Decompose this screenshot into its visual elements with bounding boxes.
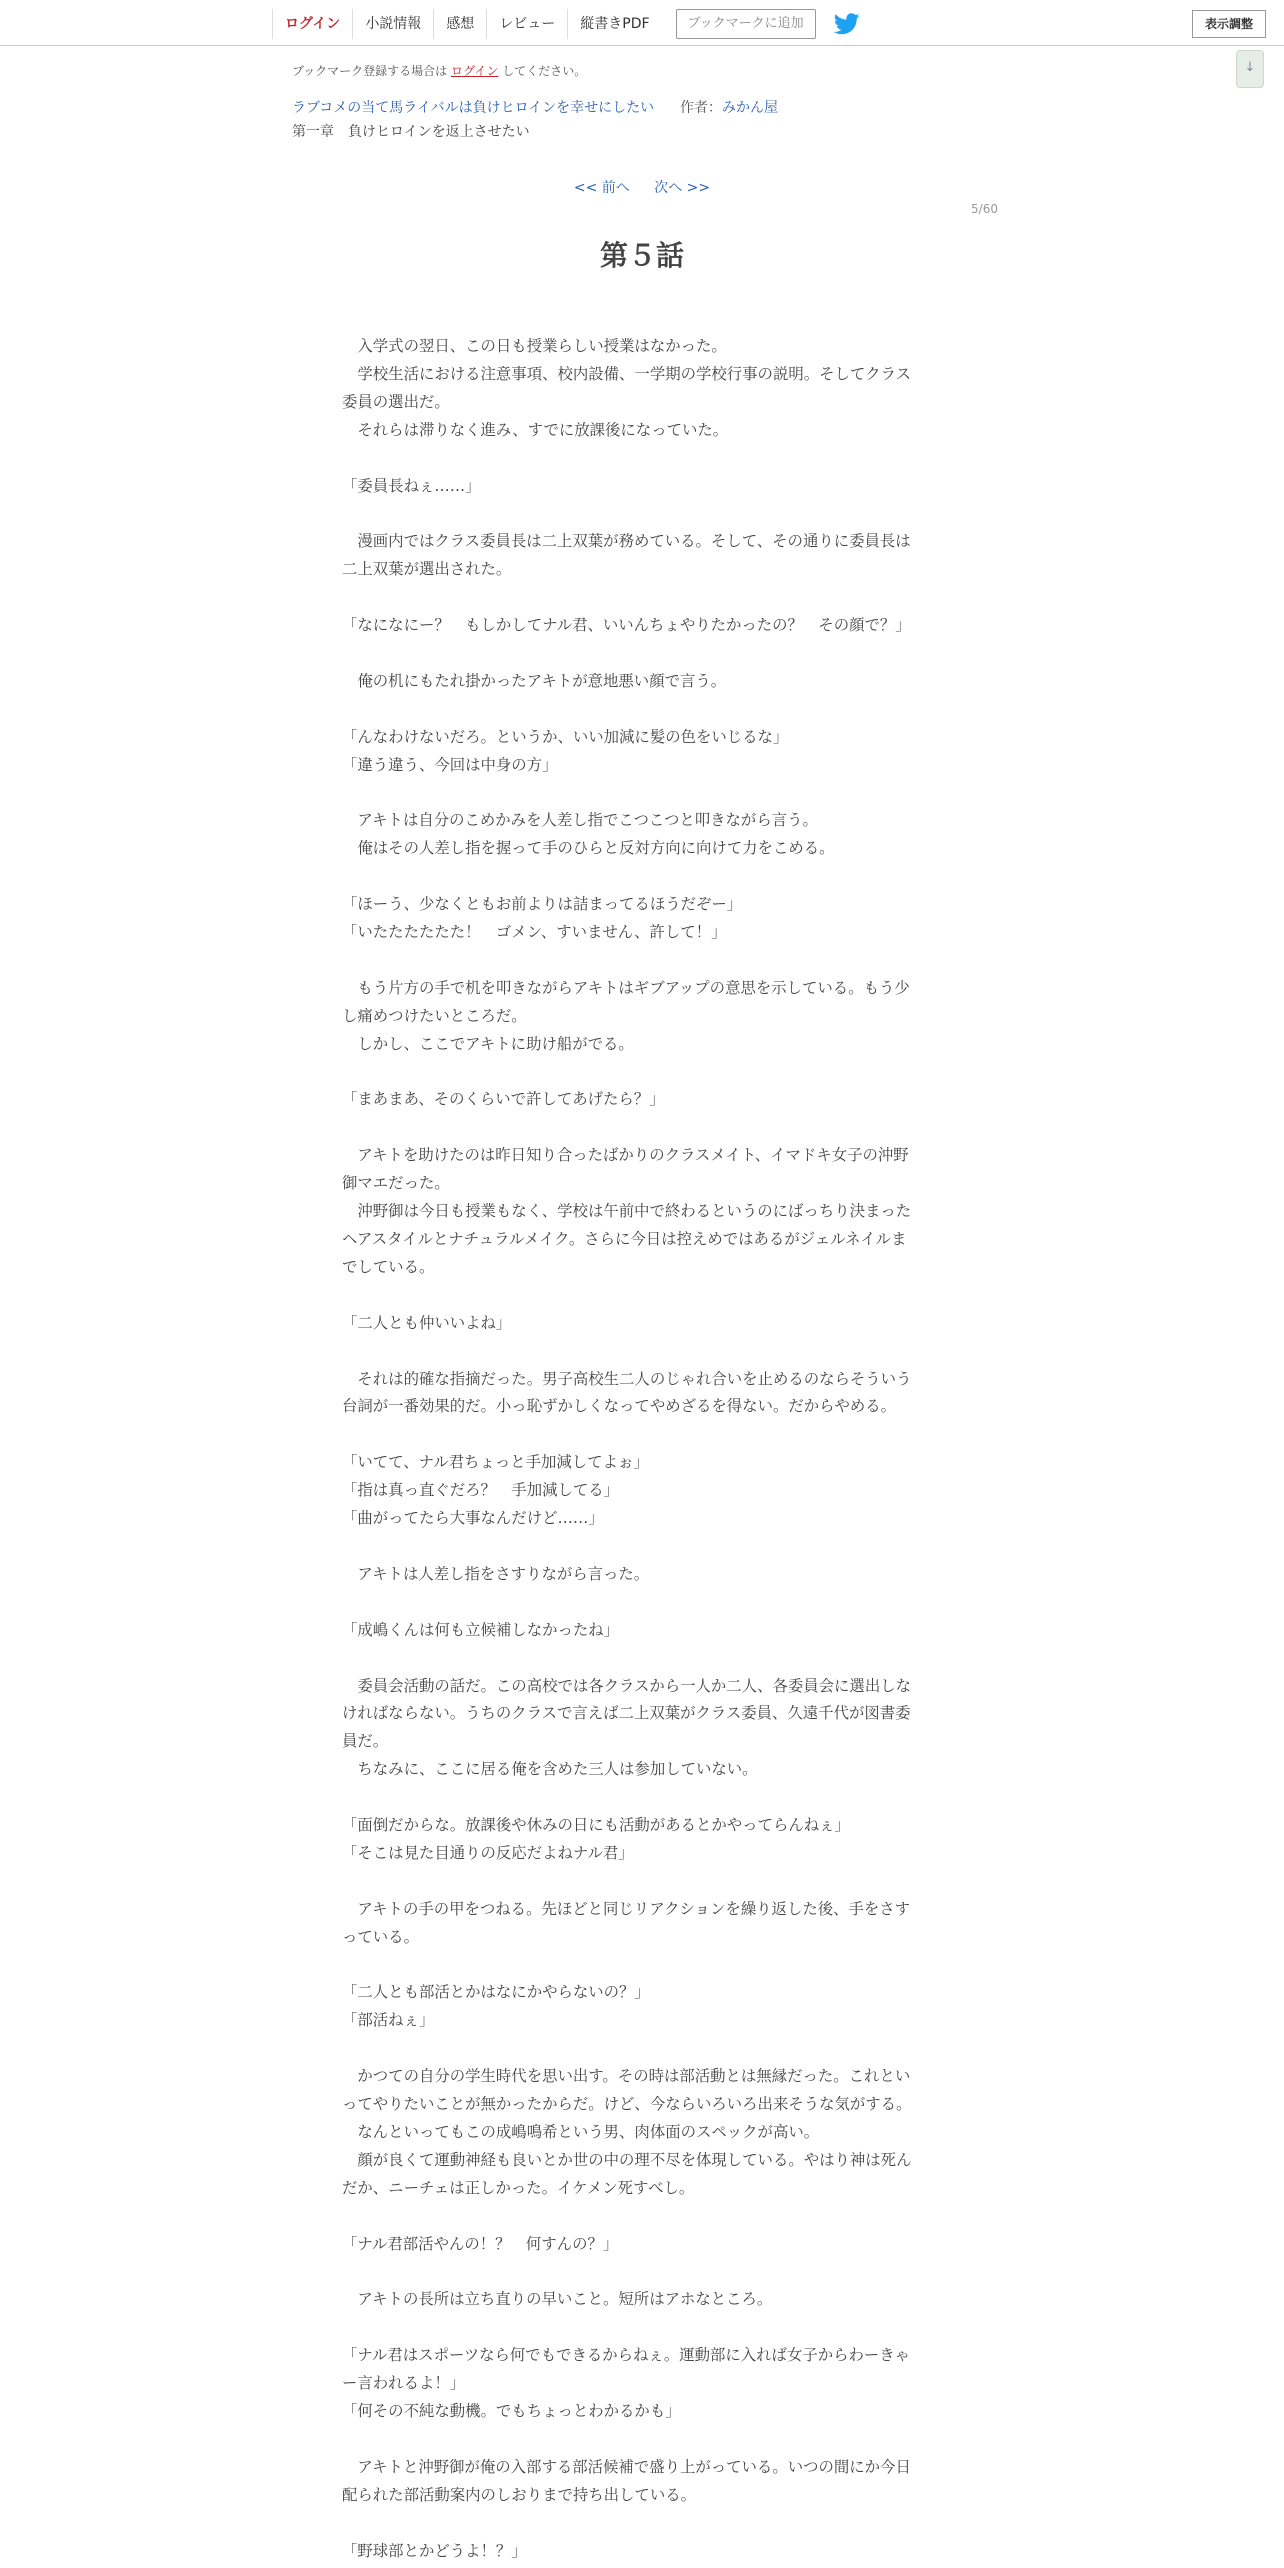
body-line: アキトは自分のこめかみを人差し指でこつこつと叩きながら言う。 — [342, 811, 818, 830]
body-line: っている。 — [342, 1927, 419, 1946]
novel-body-text — [342, 333, 942, 2566]
bookmark-add-button[interactable]: ブックマークに追加 — [676, 9, 816, 39]
body-line — [342, 1533, 942, 1561]
notice-prefix: ブックマーク登録する場合は — [292, 64, 448, 78]
body-line: 「ほーう、少なくともお前よりは詰まってるほうだぞー」 — [342, 895, 743, 914]
page-number: 5/60 — [971, 202, 998, 216]
body-line: 「なになにー？ もしかしてナル君、いいんちょやりたかったの？ その顔で？」 — [342, 616, 911, 635]
body-line: 「面倒だからな。放課後や休みの日にも活動があるとかやってらんねぇ」 — [342, 1816, 850, 1835]
body-line: 「ナル君部活やんの！？ 何すんの？」 — [342, 2234, 619, 2253]
notice-suffix: してください。 — [502, 64, 587, 78]
body-line: でしている。 — [342, 1257, 435, 1276]
bookmark-login-notice — [292, 62, 586, 79]
body-line: それらは滞りなく進み、すでに放課後になっていた。 — [342, 420, 729, 439]
body-line: 配られた部活動案内のしおりまで持ち出している。 — [342, 2485, 696, 2504]
body-line: 御マエだった。 — [342, 1174, 450, 1193]
body-line: 委員会活動の話だ。この高校では各クラスから一人か二人、各委員会に選出しな — [342, 1676, 911, 1695]
body-line — [342, 1338, 942, 1366]
nav-login[interactable]: ログイン — [272, 9, 352, 39]
body-line: だか、ニーチェは正しかった。イケメン死すべし。 — [342, 2178, 695, 2197]
author-name-link[interactable]: みかん屋 — [722, 100, 778, 116]
body-line — [342, 780, 942, 808]
body-line: それは的確な指摘だった。男子高校生二人のじゃれ合いを止めるのならそういう — [342, 1369, 912, 1388]
nav-impressions[interactable]: 感想 — [433, 9, 486, 39]
body-line: 「委員長ねぇ……」 — [342, 476, 481, 495]
body-line — [342, 1784, 942, 1812]
body-line: 台詞が一番効果的だ。小っ恥ずかしくなってやめざるを得ない。だからやめる。 — [342, 1397, 897, 1416]
author-label: 作者： — [680, 100, 722, 116]
body-line: 俺はその人差し指を握って手のひらと反対方向に向けて力をこめる。 — [342, 839, 835, 858]
body-line: ければならない。うちのクラスで言えば二上双葉がクラス委員、久遠千代が図書委 — [342, 1704, 911, 1723]
body-line: 沖野御は今日も授業もなく、学校は午前中で終わるというのにばっちり決まった — [342, 1202, 912, 1221]
body-line: アキトの手の甲をつねる。先ほどと同じリアクションを繰り返した後、手をさす — [342, 1899, 911, 1918]
body-line: なんといってもこの成嶋鳴希という男、肉体面のスペックが高い。 — [342, 2123, 820, 2141]
body-line: アキトの長所は立ち直りの早いこと。短所はアホなところ。 — [342, 2290, 773, 2309]
body-line: 漫画内ではクラス委員長は二上双葉が務めている。そして、その通りに委員長は — [342, 532, 911, 551]
nav-vertical-pdf[interactable]: 縦書きPDF — [567, 9, 661, 39]
body-line: もう片方の手で机を叩きながらアキトはギブアップの意思を示している。もう少 — [342, 978, 910, 997]
body-line — [342, 947, 942, 975]
body-line: 委員の選出だ。 — [342, 392, 450, 411]
body-line — [342, 1282, 942, 1310]
body-line — [342, 640, 942, 668]
notice-login-link[interactable]: ログイン — [451, 64, 499, 78]
body-line: しかし、ここでアキトに助け船がでる。 — [342, 1034, 634, 1053]
body-line — [342, 1589, 942, 1617]
body-line: ー言われるよ！」 — [342, 2374, 466, 2393]
body-line: かつての自分の学生時代を思い出す。その時は部活動とは無縁だった。これとい — [342, 2067, 911, 2086]
body-line — [342, 1645, 942, 1673]
body-line — [342, 1868, 942, 1896]
body-line — [342, 1059, 942, 1087]
body-line: 「いてて、ナル君ちょっと手加減してよぉ」 — [342, 1453, 649, 1472]
body-line: 「野球部とかどうよ！？」 — [342, 2541, 527, 2560]
body-line: 「何その不純な動機。でもちょっとわかるかも」 — [342, 2402, 681, 2421]
body-line: 「ナル君はスポーツなら何でもできるからねぇ。運動部に入れば女子からわーきゃ — [342, 2346, 911, 2365]
body-line: 顔が良くて運動神経も良いとか世の中の理不尽を体現している。やはり神は死ん — [342, 2150, 912, 2169]
body-line: 「成嶋くんは何も立候補しなかったね」 — [342, 1620, 620, 1639]
body-line: ちなみに、ここに居る俺を含めた三人は参加していない。 — [342, 1760, 758, 1779]
body-line: アキトを助けたのは昨日知り合ったばかりのクラスメイト、イマドキ女子の沖野 — [342, 1146, 909, 1165]
body-line — [342, 863, 942, 891]
body-line: 「部活ねぇ」 — [342, 2011, 435, 2030]
body-line — [342, 500, 942, 528]
body-line: 員だ。 — [342, 1732, 389, 1751]
body-line: し痛めつけたいところだ。 — [342, 1006, 527, 1025]
next-episode-link[interactable]: 次へ >> — [654, 180, 711, 196]
body-line: 「いたたたたたた！ ゴメン、すいません、許して！」 — [342, 923, 727, 942]
twitter-bird-icon[interactable] — [834, 13, 860, 35]
nav-novel-info[interactable]: 小説情報 — [352, 9, 433, 39]
body-line: 入学式の翌日、この日も授業らしい授業はなかった。 — [342, 337, 727, 355]
body-line — [342, 2426, 942, 2454]
body-line: 「んなわけないだろ。というか、いい加減に髪の色をいじるな」 — [342, 727, 789, 746]
body-line: 二上双葉が選出された。 — [342, 560, 512, 579]
body-line: アキトと沖野御が俺の入部する部活候補で盛り上がっている。いつの間にか今日 — [342, 2457, 911, 2476]
body-line — [342, 2510, 942, 2538]
body-line — [342, 2035, 942, 2063]
body-line — [342, 2259, 942, 2287]
body-line: アキトは人差し指をさすりながら言った。 — [342, 1564, 650, 1583]
display-settings-button[interactable]: 表示調整 — [1192, 10, 1266, 38]
body-line: ヘアスタイルとナチュラルメイク。さらに今日は控えめではあるがジェルネイルま — [342, 1230, 907, 1248]
body-line — [342, 445, 942, 473]
body-line: 「二人とも部活とかはなにかやらないの？」 — [342, 1983, 650, 2002]
body-line: 「二人とも仲いいよね」 — [342, 1313, 512, 1332]
body-line: 「まあまあ、そのくらいで許してあげたら？」 — [342, 1090, 665, 1109]
body-line — [342, 1114, 942, 1142]
body-line — [342, 2314, 942, 2342]
body-line: 学校生活における注意事項、校内設備、一学期の学校行事の説明。そしてクラス — [342, 364, 911, 383]
episode-pager — [0, 177, 1284, 197]
prev-episode-link[interactable]: << 前へ — [573, 180, 630, 196]
body-line — [342, 1952, 942, 1980]
body-line — [342, 584, 942, 612]
author-info — [680, 97, 778, 117]
body-line: ってやりたいことが無かったからだ。けど、今ならいろいろ出来そうな気がする。 — [342, 2095, 912, 2114]
body-line: 俺の机にもたれ掛かったアキトが意地悪い顔で言う。 — [342, 671, 727, 690]
body-line — [342, 1421, 942, 1449]
chapter-title: 第一章 負けヒロインを返上させたい — [292, 124, 530, 140]
main-nav — [272, 8, 860, 40]
nav-review[interactable]: レビュー — [486, 9, 567, 39]
scroll-down-button[interactable]: ↓ — [1236, 50, 1264, 88]
body-line: 「曲がってたら大事なんだけど……」 — [342, 1509, 604, 1528]
novel-title-link[interactable]: ラブコメの当て馬ライバルは負けヒロインを幸せにしたい — [292, 100, 655, 116]
body-line: 「そこは見た目通りの反応だよねナル君」 — [342, 1843, 634, 1862]
episode-title: 第５話 — [599, 239, 684, 272]
body-line — [342, 2203, 942, 2231]
body-line: 「違う違う、今回は中身の方」 — [342, 755, 558, 774]
top-nav-bar — [0, 0, 1284, 46]
body-line — [342, 696, 942, 724]
body-line: 「指は真っ直ぐだろ？ 手加減してる」 — [342, 1481, 620, 1500]
